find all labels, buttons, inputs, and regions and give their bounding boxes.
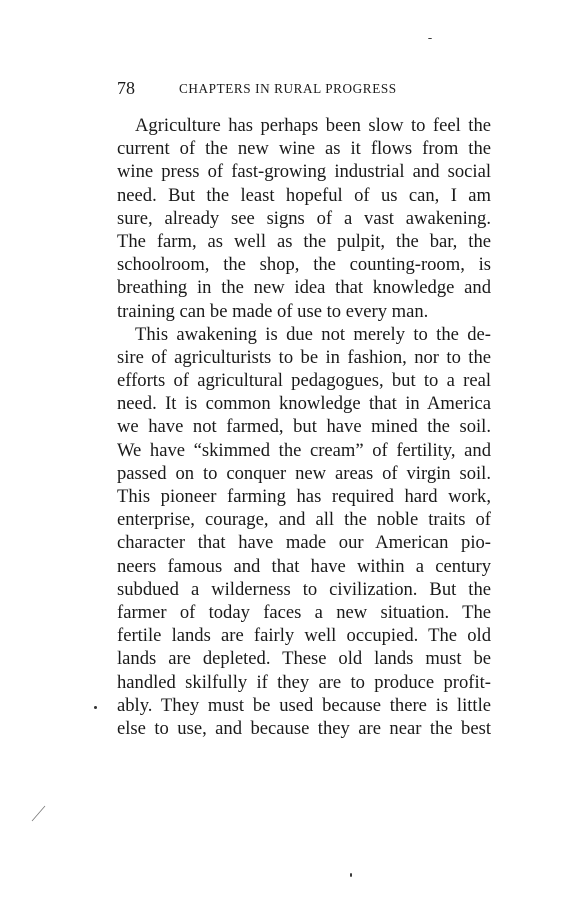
scan-speck	[350, 873, 352, 877]
text-line: ably. They must be used because there is little	[117, 694, 491, 716]
text-line: This awakening is due not merely to the de-	[135, 323, 491, 345]
text-line: training can be made of use to every man.	[117, 300, 429, 322]
text-line: wine press of fast-growing industrial and social	[117, 161, 491, 183]
text-line: handled skilfully if they are to produce profit-	[117, 671, 491, 693]
text-line: character that have made our American pio-	[117, 532, 491, 554]
text-line: enterprise, courage, and all the noble traits of	[117, 509, 491, 531]
running-head	[117, 78, 495, 98]
text-line: need. It is common knowledge that in America	[117, 393, 491, 415]
text-line: current of the new wine as it flows from the	[117, 138, 491, 160]
text-line: neers famous and that have within a century	[117, 555, 491, 577]
text-line: else to use, and because they are near the best	[117, 717, 491, 739]
text-line: schoolroom, the shop, the counting-room, is	[117, 254, 491, 276]
text-line: need. But the least hopeful of us can, I am	[117, 184, 491, 206]
paragraph-2	[117, 323, 491, 740]
scan-speck	[428, 38, 432, 39]
body-text	[117, 114, 491, 740]
scan-scratch	[30, 803, 50, 823]
text-line: Agriculture has perhaps been slow to feel the	[135, 115, 491, 136]
scan-speck	[94, 706, 97, 709]
text-line: The farm, as well as the pulpit, the bar, the	[117, 230, 491, 252]
text-line: This pioneer farming has required hard work,	[117, 486, 491, 507]
page-number: 78	[117, 78, 135, 98]
paragraph-1	[117, 114, 491, 323]
text-line: breathing in the new idea that knowledge and	[117, 277, 491, 299]
text-line: lands are depleted. These old lands must be	[117, 648, 491, 670]
text-line: farmer of today faces a new situation. The	[117, 601, 491, 623]
running-title: CHAPTERS IN RURAL PROGRESS	[179, 81, 397, 96]
text-line: we have not farmed, but have mined the soil.	[117, 416, 491, 438]
text-line: sure, already see signs of a vast awakening.	[117, 207, 491, 229]
text-line: passed on to conquer new areas of virgin soil.	[117, 462, 491, 484]
text-line: sire of agriculturists to be in fashion, nor to the	[117, 346, 491, 368]
text-line: efforts of agricultural pedagogues, but to a real	[117, 370, 491, 392]
text-line: fertile lands are fairly well occupied. The old	[117, 625, 491, 647]
text-line: subdued a wilderness to civilization. But the	[117, 578, 491, 600]
text-line: We have “skimmed the cream” of fertility, and	[117, 439, 491, 461]
